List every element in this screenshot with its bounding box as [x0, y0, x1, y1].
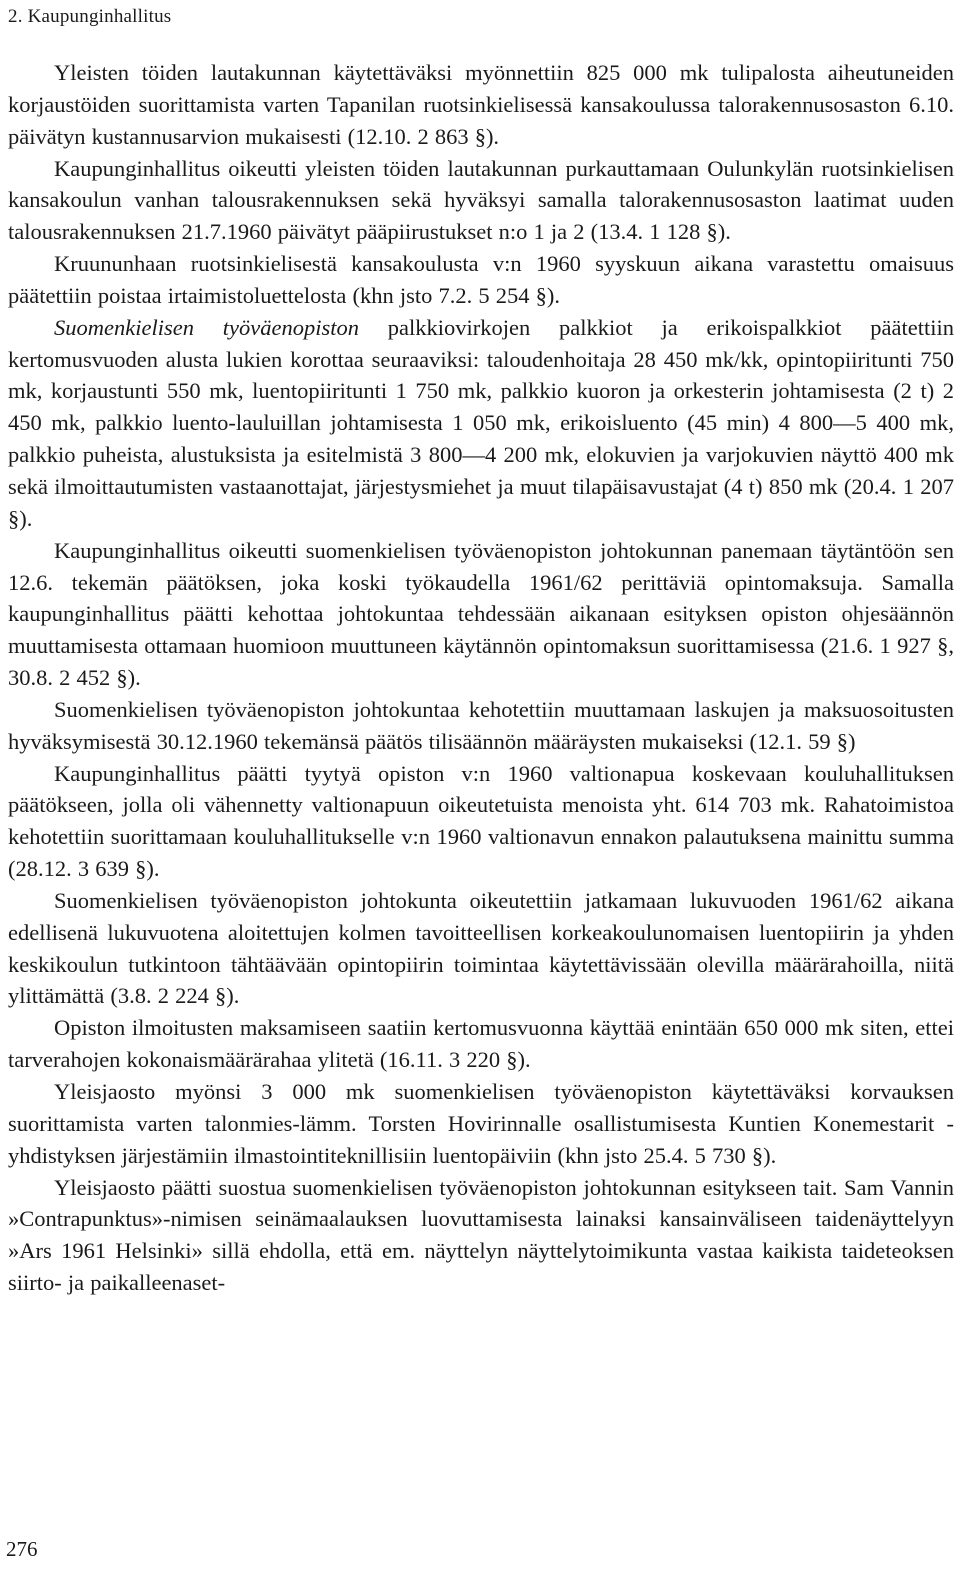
paragraph-5: Kaupunginhallitus oikeutti suomenkielisen työväenopiston johtokunnan panemaan täytäntöön sen 12.6. tekemän päätöksen, joka koski työkaudella 1961/62 perittäviä opintomaksuja. Samalla kaupunginhallitus päätti kehottaa johtokuntaa tehdessään aikanaan esityksen opiston ohjesäännön muuttamisesta ottamaan huomioon muuttuneen käytännön opintomaksun suorittamisessa (21.6. 1 927 §, 30.8. 2 452 §). [8, 537, 954, 691]
paragraph-4 [8, 312, 954, 535]
paragraph-4-text: palkkiovirkojen palkkiot ja erikoispalkkiot päätettiin kertomusvuoden alusta lukien korottaa seuraaviksi: taloudenhoitaja 28 450 mk/kk, opintopiiritunti 750 mk, korjaustunti 550 mk, luentopiiritunti 1 750 mk, palkkio kuoron ja orkesterin johtamisesta (2 t) 2 450 mk, palkkio luento-lauluillan johtamisesta 1 050 mk, erikoisluento (45 min) 4 800—5 400 mk, palkkio puheista, alustuksista ja esitelmistä 3 800—4 200 mk, elokuvien ja varjokuvien näyttö 400 mk sekä ilmoittautumisten vastaanottajat, järjestysmiehet ja muut tilapäisavustajat (4 t) 850 mk (20.4. 1 207 §). [8, 314, 954, 531]
paragraph-9: Opiston ilmoitusten maksamiseen saatiin kertomusvuonna käyttää enintään 650 000 mk siten, ettei tarverahojen kokonaismäärärahaa ylitetä (16.11. 3 220 §). [8, 1015, 954, 1073]
paragraph-10: Yleisjaosto myönsi 3 000 mk suomenkielisen työväenopiston käytettäväksi korvauksen suorittamista varten talonmies-lämm. Torsten Hovirinnalle osallistumisesta Kuntien Konemestarit -yhdistyksen järjestämiin ilmastointiteknillisiin luentopäiviin (khn jsto 25.4. 5 730 §). [8, 1079, 954, 1168]
paragraph-8: Suomenkielisen työväenopiston johtokunta oikeutettiin jatkamaan lukuvuoden 1961/62 aikana edellisenä lukuvuotena aloitettujen kolmen tavoitteellisen korkeakoulunomaisen luentopiirin ja yhden keskikoulun tutkintoon tähtäävään opintopiirin toimintaa käytettävissään olevilla määrärahoilla, niitä ylittämättä (3.8. 2 224 §). [8, 887, 954, 1009]
paragraph-4-italic-lead: Suomenkielisen työväenopiston [54, 314, 359, 340]
section-heading: 2. Kaupunginhallitus [8, 6, 172, 27]
page-body [8, 57, 954, 1299]
paragraph-1: Yleisten töiden lautakunnan käytettäväksi myönnettiin 825 000 mk tulipalosta aiheutuneiden korjaustöiden suorittamista varten Tapanilan ruotsinkielisessä kansakoulussa talorakennusosaston 6.10. päivätyn kustannusarvion mukaisesti (12.10. 2 863 §). [8, 60, 954, 149]
paragraph-2: Kaupunginhallitus oikeutti yleisten töiden lautakunnan purkauttamaan Oulunkylän ruotsinkielisen kansakoulun vanhan talousrakennuksen sekä hyväksyi samalla talorakennusosaston laatimat uuden talousrakennuksen 21.7.1960 päivätyt pääpiirustukset n:o 1 ja 2 (13.4. 1 128 §). [8, 155, 954, 245]
paragraph-11: Yleisjaosto päätti suostua suomenkielisen työväenopiston johtokunnan esitykseen tait. Sam Vannin »Contrapunktus»-nimisen seinämaalauksen luovuttamisesta lainaksi kansainväliseen taidenäyttelyyn »Ars 1961 Helsinki» sillä ehdolla, että em. näyttelyn näyttelytoimikunta vastaa kaikista taideteoksen siirto- ja paikalleenaset- [8, 1174, 954, 1296]
paragraph-6: Suomenkielisen työväenopiston johtokuntaa kehotettiin muuttamaan laskujen ja maksuosoitusten hyväksymisestä 30.12.1960 tekemänsä päätös tilisäännön määräysten mukaiseksi (12.1. 59 §) [8, 696, 954, 754]
page-number: 276 [6, 1537, 38, 1561]
paragraph-7: Kaupunginhallitus päätti tyytyä opiston v:n 1960 valtionapua koskevaan kouluhallituksen päätökseen, jolla oli vähennetty valtionapuun oikeutetuista menoista yht. 614 703 mk. Rahatoimistoa kehotettiin suorittamaan kouluhallitukselle v:n 1960 valtionavun ennakon palautuksena mainittu summa (28.12. 3 639 §). [8, 760, 954, 882]
paragraph-3: Kruununhaan ruotsinkielisestä kansakoulusta v:n 1960 syyskuun aikana varastettu omaisuus päätettiin poistaa irtaimistoluettelosta (khn jsto 7.2. 5 254 §). [8, 251, 954, 308]
